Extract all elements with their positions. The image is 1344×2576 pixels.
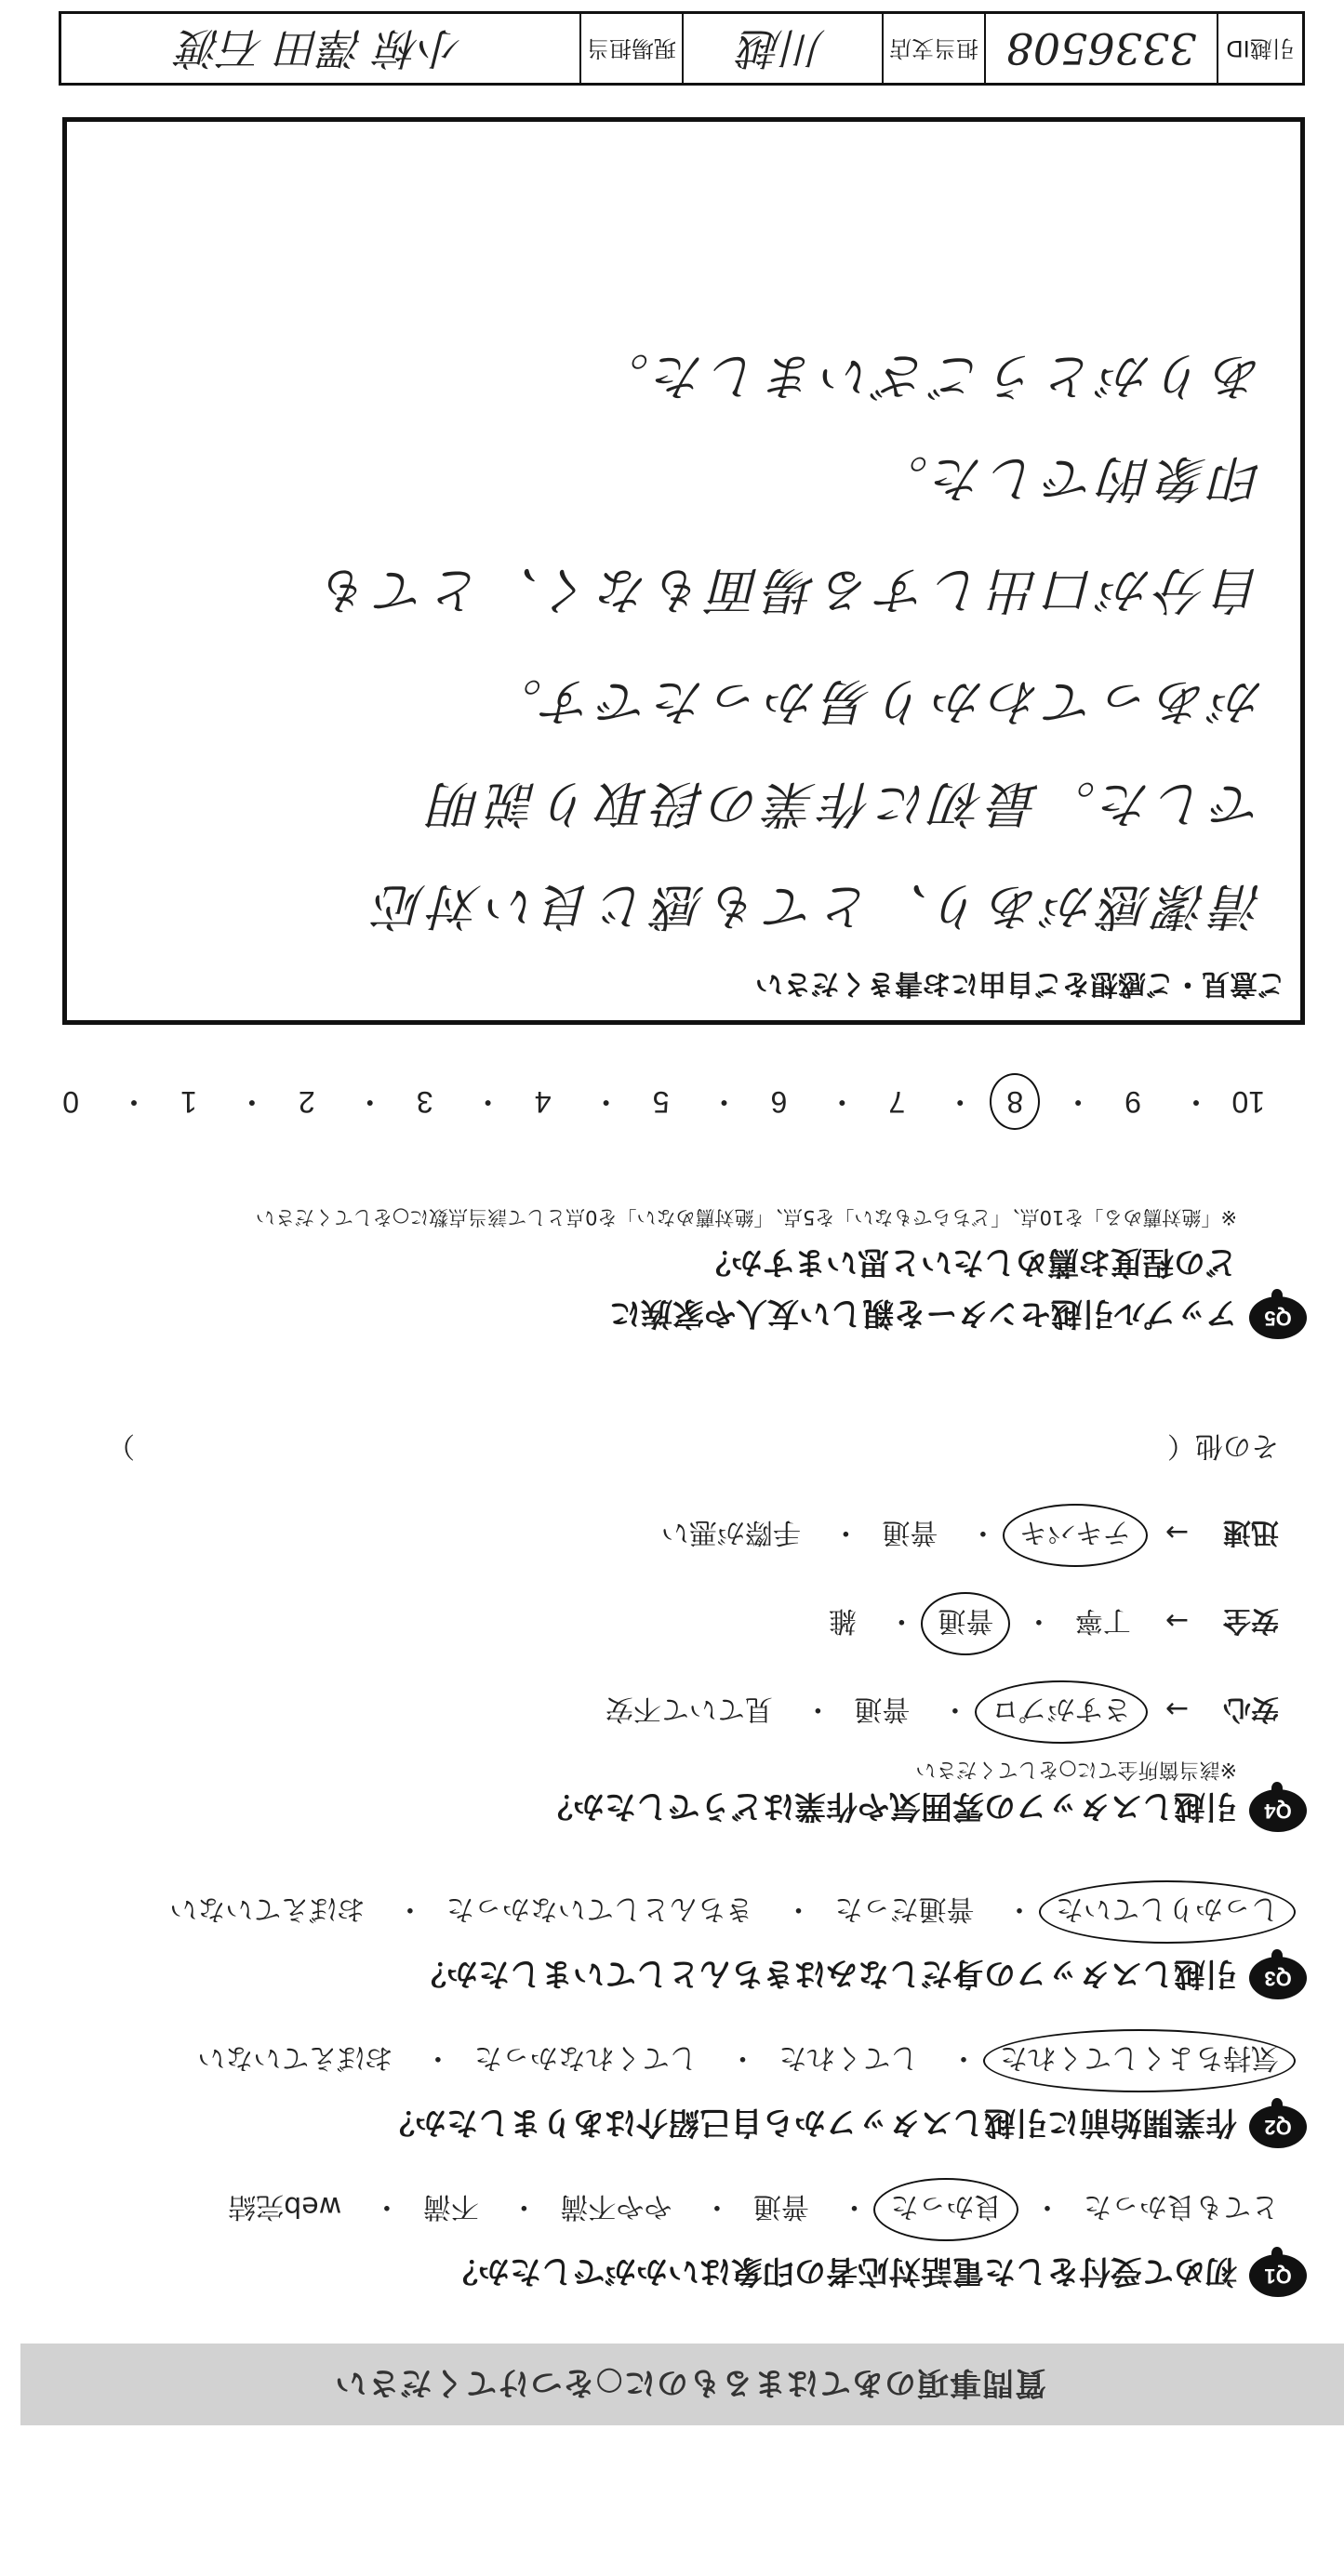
q1-option[interactable]: 普通 [752,2190,809,2223]
q2-options: 気持ちよくしてくれた・ してくれた・ してくれなかった・ おぼえていない [188,2038,1288,2083]
handwritten-comment-line: 自分が口出しする場面もなく、とても [315,561,1263,619]
q4-option-selected[interactable]: テキパキ [1010,1513,1140,1558]
q4-row-label: 安心 [1223,1693,1279,1725]
q4-option[interactable]: 見ていて不安 [605,1693,773,1725]
q2-option[interactable]: おぼえていない [197,2041,393,2074]
q4-option-selected[interactable]: 普通 [928,1601,1003,1646]
q4-badge: Q4 [1249,1789,1307,1832]
q4-row-anshin: 安心 → さすがプロ・ 普通・ 見ていて不安 [596,1690,1279,1734]
instruction-text: 質問事項のあてはまるものに○をつけてください [334,2364,1046,2401]
q3-options: しっかりしていた・ 普通だった・ きちんとしていなかった・ おぼえていない [160,1890,1288,1934]
q4-option[interactable]: 雑 [828,1604,857,1637]
q5-badge: Q5 [1249,1296,1307,1339]
q1-badge: Q1 [1249,2254,1307,2297]
q3-option[interactable]: 普通だった [834,1892,975,1925]
q4-other-row [107,1428,1279,1469]
handwritten-comment-line: でした。最初に作業の段取り説明 [426,775,1263,833]
header-info-table [59,11,1305,86]
score-option[interactable]: 1 [180,1085,197,1119]
q4-row-label: 安全 [1223,1604,1279,1637]
q4-option[interactable]: 普通 [854,1693,911,1725]
handwritten-comment-line: があってわかり易かったです。 [486,672,1263,731]
handwritten-comment-line: 清潔感があり、とても感じ良い対応 [370,877,1263,936]
q4-option[interactable]: 手際が悪い [660,1516,801,1548]
q2-option[interactable]: してくれなかった [473,2041,698,2074]
q5-note: ※「絶対薦める」を10点、「どちらでもない」を5点、「絶対薦めない」を0点として該当点数に○をしてください [255,1206,1237,1228]
arrow-right-icon: → [1164,1516,1190,1548]
q5-score-scale: 10・ 9・ 8・ 7・ 6・ 5・ 4・ 3・ 2・ 1・ 0 [57,1082,1265,1125]
comment-box[interactable] [62,117,1305,1025]
score-option[interactable]: 7 [888,1085,906,1119]
arrow-right-icon: → [1164,1604,1190,1637]
branch-value: 川越 [684,14,884,83]
q1-question-text: 初めて受付をした電話対応者の印象はいかがでしたか？ [446,2252,1237,2290]
q2-question-text: 作業開始前に引越しスタッフから自己紹介はありましたか？ [383,2104,1237,2141]
q4-option[interactable]: 丁寧 [1074,1604,1131,1637]
score-option[interactable]: 2 [298,1085,315,1119]
comment-label: ご意見・ご感想をご自由にお書きください [755,967,1285,1000]
q4-note: ※該当箇所全てに○をしてください [915,1758,1237,1781]
q3-question-text: 引越しスタッフの身だしなみはきちんとしていましたか？ [415,1955,1237,1992]
q2-option-selected[interactable]: 気持ちよくしてくれた [991,2038,1288,2083]
q1-option[interactable]: 不満 [422,2190,479,2223]
score-option[interactable]: 4 [534,1085,552,1119]
handwritten-comment-line: 印象的でした。 [872,449,1263,508]
q5-question-text-line2: どの程度お薦めしたいと思いますか？ [699,1243,1237,1281]
q3-badge: Q3 [1249,1957,1307,1999]
q3-option[interactable]: きちんとしていなかった [446,1892,753,1925]
q5-question-text-line1: アップル引越センターを親しい友人や家族に [609,1295,1237,1332]
score-option[interactable]: 10 [1231,1085,1265,1119]
q1-option[interactable]: とても良かった [1084,2190,1279,2223]
q4-option[interactable]: 普通 [882,1516,938,1548]
q1-option[interactable]: web完結 [228,2190,342,2223]
q4-other-label: その他（ [1167,1429,1279,1462]
id-value: 3336508 [986,14,1218,83]
branch-label: 担当支店 [884,14,986,83]
q4-row-jinsoku: 迅速 → テキパキ・ 普通・ 手際が悪い [652,1513,1279,1558]
score-option[interactable]: 5 [652,1085,670,1119]
q1-option-selected[interactable]: 良かった [881,2187,1011,2232]
id-label: 引越ID [1226,35,1295,61]
arrow-right-icon: → [1164,1693,1190,1725]
score-option[interactable]: 0 [62,1085,79,1119]
q4-question-text: 引越しスタッフの雰囲気や作業はどうでしたか？ [541,1787,1237,1825]
instruction-band [20,2344,1344,2425]
q4-option-selected[interactable]: さすがプロ [982,1690,1140,1734]
q3-option-selected[interactable]: しっかりしていた [1046,1890,1288,1934]
score-option[interactable]: 9 [1124,1085,1142,1119]
leader-value: 小椋 澤田 石渡 [61,14,581,83]
score-option[interactable]: 3 [416,1085,433,1119]
q4-row-anzen: 安全 → 丁寧・ 普通・ 雑 [819,1601,1279,1646]
q3-option[interactable]: おぼえていない [169,1892,366,1925]
q2-option[interactable]: してくれた [778,2041,919,2074]
score-option-selected[interactable]: 8 [1001,1084,1029,1119]
score-option[interactable]: 6 [770,1085,788,1119]
q2-badge: Q2 [1249,2105,1307,2148]
q1-options: とても良かった・ 良かった・ 普通・ やや不満・ 不満・ web完結 [219,2187,1288,2232]
q4-row-label: 迅速 [1223,1516,1279,1548]
q1-option[interactable]: やや不満 [560,2190,672,2223]
leader-label: 現場担当 [581,14,684,83]
handwritten-comment-line: ありがとうございました。 [593,347,1263,405]
q4-other-close: ） [107,1429,135,1462]
